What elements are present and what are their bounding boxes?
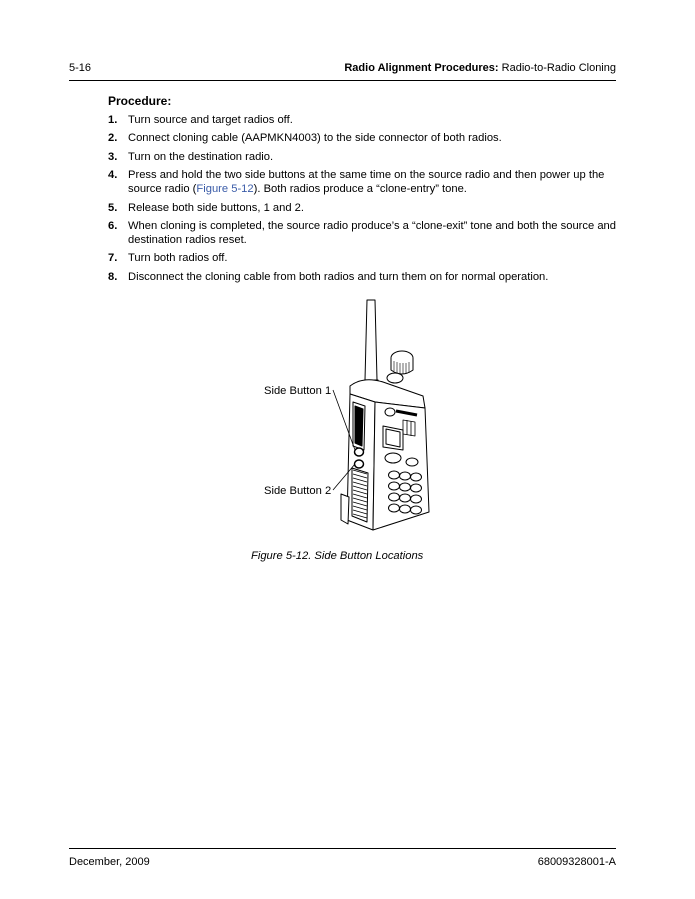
step-number: 1. xyxy=(108,114,118,126)
step-text: Turn both radios off. xyxy=(128,252,228,265)
step-7 xyxy=(108,251,618,265)
side-button-2-callout: Side Button 2 xyxy=(264,485,332,497)
running-head-subsection: Radio-to-Radio Cloning xyxy=(498,62,616,74)
running-head xyxy=(344,62,616,74)
step-number: 8. xyxy=(108,270,118,283)
step-number: 3. xyxy=(108,150,118,163)
step-text: Release both side buttons, 1 and 2. xyxy=(128,201,305,214)
step-number: 5. xyxy=(108,201,118,214)
header-rule xyxy=(69,80,616,81)
procedure-heading: Procedure: xyxy=(108,94,172,108)
step-number: 6. xyxy=(108,219,118,232)
step-number: 7. xyxy=(108,252,118,265)
step-text: Turn on the destination radio. xyxy=(128,150,274,163)
footer-rule xyxy=(69,848,616,849)
step-text: Disconnect the cloning cable from both radios and turn them on for normal operation. xyxy=(128,270,549,283)
step-8 xyxy=(108,270,618,284)
procedure-steps xyxy=(108,113,618,288)
step-3 xyxy=(108,150,618,164)
step-number: 4. xyxy=(108,169,118,182)
step-number: 2. xyxy=(108,132,118,145)
step-text-end: ). Both radios produce a “clone-entry” tone. xyxy=(253,183,467,196)
step-4 xyxy=(108,168,618,196)
step-6 xyxy=(108,219,618,247)
step-text-start: Press and hold the two side buttons at the same time on the source radio and then power up the source radio ( xyxy=(128,169,605,196)
side-button-1-callout: Side Button 1 xyxy=(264,385,332,397)
page-number: 5-16 xyxy=(69,62,92,74)
figure-xref-link[interactable]: Figure 5-12 xyxy=(196,183,254,196)
step-2 xyxy=(108,131,618,145)
step-text xyxy=(128,168,618,196)
footer-date: December, 2009 xyxy=(69,856,150,868)
footer-doc-number: 68009328001-A xyxy=(537,856,616,868)
step-text: When cloning is completed, the source radio produce’s a “clone-exit” tone and both the source and destination radios reset. xyxy=(128,219,616,246)
figure-caption: Figure 5-12. Side Button Locations xyxy=(251,550,424,562)
step-1 xyxy=(108,113,618,127)
step-5 xyxy=(108,201,618,215)
step-text: Turn source and target radios off. xyxy=(128,114,293,126)
step-text: Connect cloning cable (AAPMKN4003) to the side connector of both radios. xyxy=(128,132,502,145)
running-head-section: Radio Alignment Procedures: xyxy=(344,62,499,74)
radio-illustration xyxy=(255,298,445,543)
